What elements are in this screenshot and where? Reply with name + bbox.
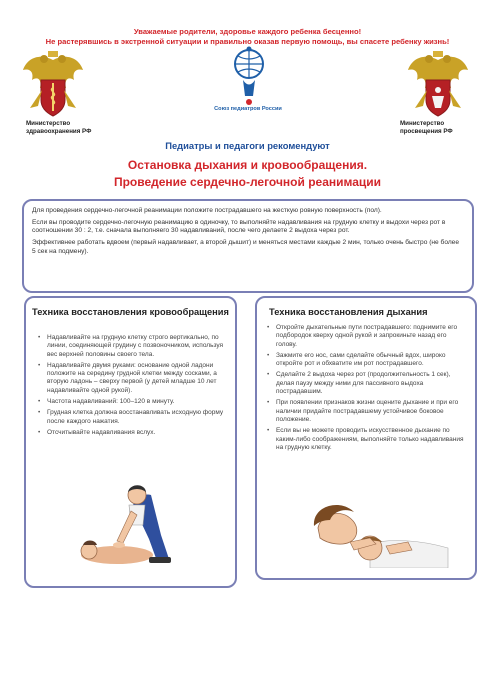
- list-item: • Частота надавливаний: 100–120 в минуту.: [38, 398, 224, 406]
- list-item: • Грудная клетка должна восстанавливать исходную форму после каждого нажатия.: [38, 409, 224, 426]
- list-item: • При появлении признаков жизни оцените дыхание и при его наличии придайте пострадавшему устойчивое боковое положение.: [267, 399, 467, 424]
- circulation-list: [38, 334, 224, 440]
- list-item: • Надавливайте двумя руками: основание одной ладони положите на середину грудной клетки между сосками, а вторую ладонь – сверху первой (у детей младше 10 лет надавливайте одной рукой).: [38, 362, 224, 395]
- chest-compression-illustration: [75, 475, 185, 570]
- union-pediatricians-logo: [223, 46, 275, 108]
- intro-paragraph: Эффективнее работать вдвоем (первый надавливает, а второй дышит) и меняться местами каждые 2 мин, только очень быстро (не более 5 сек на подмену).: [32, 239, 460, 255]
- warning-line-1: Уважаемые родители, здоровье каждого ребенка бесценно!: [133, 27, 362, 36]
- ministry-health-label: Министерство здравоохранения РФ: [26, 120, 92, 135]
- rescue-breathing-illustration: [310, 498, 450, 568]
- intro-box: [22, 199, 474, 293]
- intro-paragraph: Если вы проводите сердечно-легочную реанимацию в одиночку, то выполняйте надавливания на грудную клетку и выдохи через рот в соотношении 30 : 2, т.е. сначала выполняего 30 надавливаний, после чего делаете 2 выдоха через рот.: [32, 218, 446, 235]
- union-pediatricians-name: Союз педиатров России: [214, 106, 282, 112]
- ministry-education-emblem: [405, 50, 471, 120]
- main-title-line-1: Остановка дыхания и кровообращения.: [127, 158, 368, 172]
- list-item: • Зажмите его нос, сами сделайте обычный вдох, широко откройте рот и обхватите им рот пострадавшего.: [267, 352, 467, 369]
- list-item: • Отсчитывайте надавливания вслух.: [38, 429, 224, 437]
- ministry-health-emblem: [20, 50, 86, 120]
- warning-line-2: Не растерявшись в экстренной ситуации и правильно оказав первую помощь, вы спасете ребенку жизнь!: [45, 37, 450, 46]
- main-title-line-2: Проведение сердечно-легочной реанимации: [113, 175, 382, 189]
- circulation-title: Техника восстановления кровообращения: [32, 307, 229, 317]
- breathing-list: [267, 324, 467, 455]
- ministry-education-label: Министерство просвещения РФ: [400, 120, 453, 135]
- recommend-heading: Педиатры и педагоги рекомендуют: [165, 140, 330, 151]
- list-item: • Надавливайте на грудную клетку строго вертикально, по линии, соединяющей грудину с позвоночником, используя вес верхней половины своего тела.: [38, 334, 224, 359]
- list-item: • Откройте дыхательные пути пострадавшего: поднимите его подбородок кверху одной рукой и запрокиньте назад его голову.: [267, 324, 467, 349]
- list-item: • Сделайте 2 выдоха через рот (продолжительность 1 сек), делая паузу между ними для пассивного выдоха пострадавшим.: [267, 371, 467, 396]
- intro-paragraph: Для проведения сердечно-легочной реанимации положите пострадавшего на жесткую ровную поверхность (пол).: [32, 207, 382, 214]
- breathing-title: Техника восстановления дыхания: [269, 307, 428, 317]
- list-item: • Если вы не можете проводить искусственное дыхание по каким-либо соображениям, выполняйте только надавливания на грудную клетку.: [267, 427, 467, 452]
